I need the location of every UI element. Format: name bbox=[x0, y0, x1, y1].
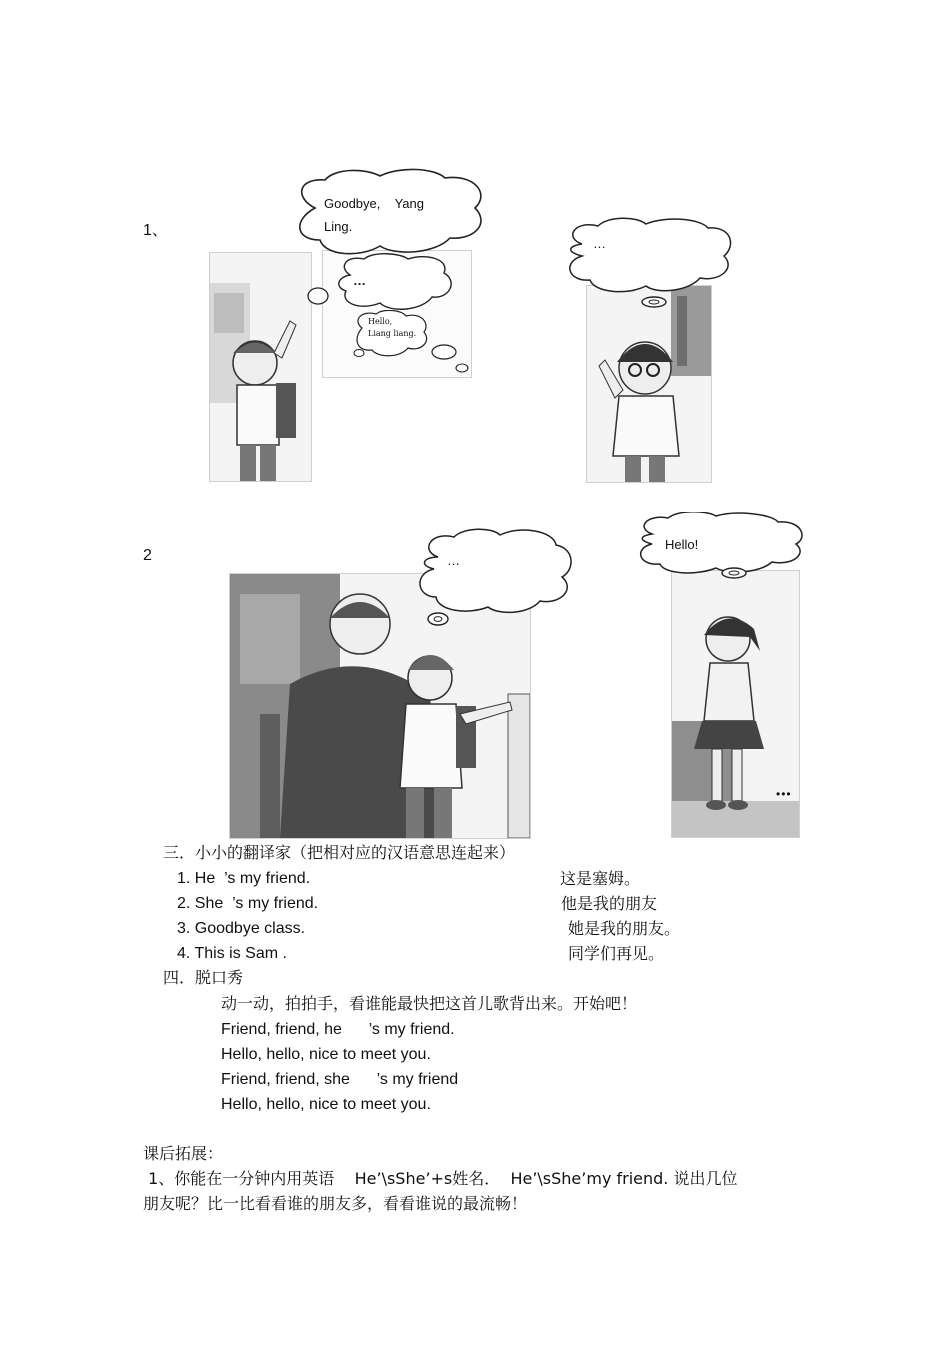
speech-bubble-center-item2 bbox=[414, 527, 574, 629]
thought-dot-inner bbox=[352, 348, 366, 358]
chant-line-3: Friend, friend, she ’s my friend bbox=[221, 1071, 459, 1088]
section3-heading: 三．小小的翻译家（把相对应的汉语意思连起来） bbox=[163, 843, 516, 862]
speech-bubble-right-item1 bbox=[560, 216, 735, 308]
chant-line-4: Hello, hello, nice to meet you. bbox=[221, 1096, 431, 1113]
speech-bubble-hello bbox=[632, 512, 806, 580]
item1-number: 1、 bbox=[143, 222, 168, 239]
section3-english-1: 1. He ’s my friend. bbox=[177, 870, 311, 887]
bubble-right-item1-text: … bbox=[593, 236, 606, 251]
speech-bubble-goodbye bbox=[285, 168, 490, 260]
boy-waving-illustration bbox=[210, 253, 311, 481]
thought-dot-left bbox=[306, 286, 330, 306]
photo-caption-dots: ••• bbox=[776, 787, 792, 801]
section3-chinese-1: 这是塞姆。 bbox=[560, 869, 641, 888]
extension-line-2: 朋友呢？比一比看看谁的朋友多，看看谁说的最流畅！ bbox=[143, 1194, 528, 1213]
bubble-hello-text: Hello! bbox=[665, 537, 699, 552]
thought-dots-right bbox=[426, 340, 470, 376]
item2-number: 2 bbox=[143, 547, 152, 564]
section3-english-3: 3. Goodbye class. bbox=[177, 920, 306, 937]
bubble-center-item2-text: … bbox=[447, 553, 460, 568]
bubble-goodbye-text: Goodbye, Yang Ling. bbox=[324, 196, 424, 234]
section3-chinese-3: 她是我的朋友。 bbox=[568, 919, 681, 938]
extension-heading: 课后拓展： bbox=[143, 1144, 224, 1163]
section4-heading: 四．脱口秀 bbox=[163, 968, 244, 987]
photo-boy-waving bbox=[209, 252, 312, 482]
photo-girl-standing bbox=[671, 570, 800, 838]
chant-line-2: Hello, hello, nice to meet you. bbox=[221, 1046, 431, 1063]
bubble-inner-text: Hello, Liang liang. bbox=[368, 317, 417, 338]
bubble-middle-text: … bbox=[353, 273, 366, 288]
speech-bubble-middle bbox=[330, 253, 458, 315]
section3-chinese-4: 同学们再见。 bbox=[568, 944, 665, 963]
extension-line-1: 1、你能在一分钟内用英语 He’\sShe’+s姓名． He’\sShe’my friend. 说出几位 bbox=[143, 1169, 738, 1188]
section3-english-4: 4. This is Sam . bbox=[177, 945, 287, 962]
photo-girl-waving bbox=[586, 285, 712, 483]
section3-chinese-2: 他是我的朋友 bbox=[561, 894, 658, 913]
girl-waving-illustration bbox=[587, 286, 711, 482]
section3-english-2: 2. She ’s my friend. bbox=[177, 895, 319, 912]
section4-intro: 动一动，拍拍手，看谁能最快把这首儿歌背出来。开始吧！ bbox=[221, 994, 638, 1013]
chant-line-1: Friend, friend, he ’s my friend. bbox=[221, 1021, 455, 1038]
